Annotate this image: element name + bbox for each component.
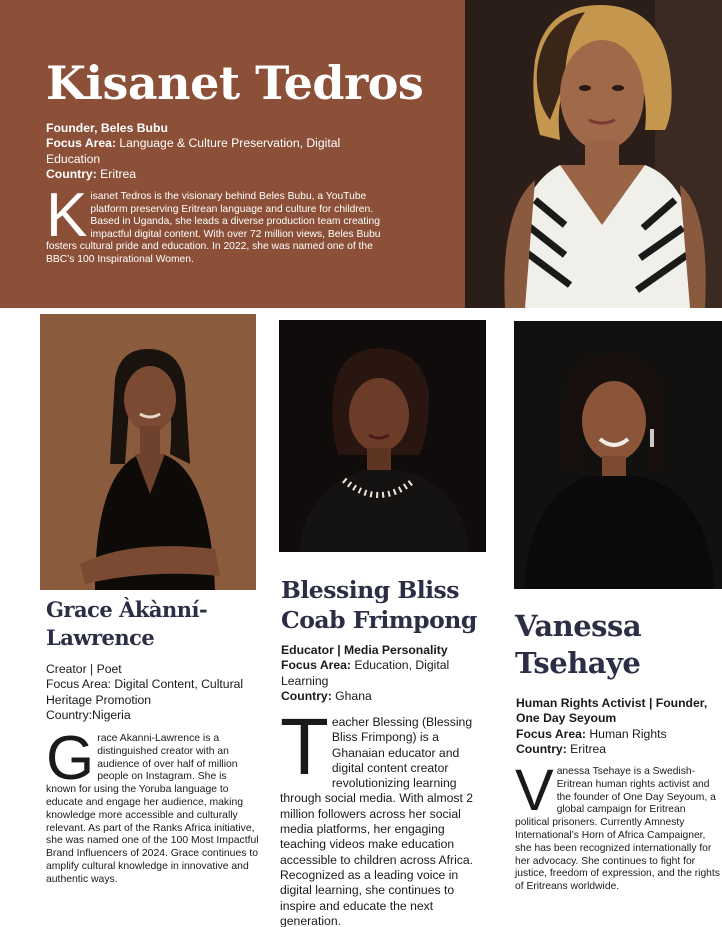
bio-dropcap: T — [280, 702, 329, 791]
profile-country: Country: Eritrea — [516, 741, 607, 756]
profile-country: Country: Ghana — [281, 688, 372, 703]
bio-text: race Akanni-Lawrence is a distinguished creator with an audience of over half of million people on Instagram. She is known for using the Yoruba language to educate and engage her audience, making knowledge more accessible and culturally relevant. As part of the Ranks Africa initiative, she was named one of the 100 Most Impactful Brand Influencers of 2024. Grace continues to amplify cultural knowledge in innovative and authentic ways. — [46, 733, 259, 885]
profile-role: Creator | Poet — [46, 662, 122, 676]
featured-focus: Focus Area: Language & Culture Preservation, Digital Education — [46, 136, 341, 166]
profile-role: Human Rights Activist | Founder, One Day Seyoum — [516, 696, 708, 726]
profile-country: Country:Nigeria — [46, 707, 131, 722]
profile-bio-grace — [46, 724, 259, 887]
profile-details-vanessa — [516, 696, 722, 757]
bio-text: anessa Tsehaye is a Swedish-Eritrean human rights activist and the founder of One Day Seyoum, a global campaign for Eritrean political prisoners. Currently Amnesty International’s Horn of Africa Campaigner, she has been recognized internationally for her advocacy. She continues to fight for justice, freedom of expression, and the rights of Eritreans worldwide. — [515, 766, 720, 893]
profile-focus: Focus Area: Human Rights — [516, 726, 667, 741]
featured-country: Country: Eritrea — [46, 166, 137, 181]
featured-bio-dropcap: K — [46, 181, 88, 250]
vanessa-portrait-photo — [514, 321, 722, 589]
profile-bio-blessing — [280, 702, 487, 927]
profile-focus: Focus Area: Education, Digital Learning — [281, 658, 450, 688]
profile-bio-vanessa — [515, 758, 722, 894]
featured-role: Founder, Beles Bubu — [46, 121, 168, 135]
featured-bio — [46, 181, 391, 267]
featured-details — [46, 121, 346, 182]
profile-focus: Focus Area: Digital Content, Cultural Heritage Promotion — [46, 677, 244, 707]
featured-bio-text: isanet Tedros is the visionary behind Beles Bubu, a YouTube platform preserving Eritrean language and culture for children. Based in Uganda, she leads a diverse production team creating impactful digital content. With over 72 million views, Beles Bubu fosters cultural pride and education. In 2022, she was named one of the BBC’s 100 Inspirational Women. — [46, 191, 381, 265]
profile-name-blessing: Blessing Bliss Coab Frimpong — [281, 576, 477, 634]
profile-name-grace: Grace Àkànní-Lawrence — [46, 597, 208, 650]
bio-dropcap: G — [46, 724, 95, 793]
blessing-portrait-photo — [279, 320, 486, 552]
bio-text: eacher Blessing (Blessing Bliss Frimpong) is a Ghanaian educator and digital content creator revolutionizing learning through social media. With almost 2 million followers across her social media platforms, her engaging teaching videos make education accessible to children across Africa. Recognized as a leading voice in digital learning, she continues to inspire and educate the next generation. — [280, 715, 474, 927]
profile-role: Educator | Media Personality — [281, 643, 448, 657]
grace-portrait-photo — [40, 314, 256, 590]
featured-name: Kisanet Tedros — [46, 56, 424, 110]
profile-details-grace — [46, 662, 261, 723]
bio-dropcap: V — [515, 758, 554, 823]
profile-details-blessing — [281, 643, 481, 704]
featured-portrait-photo — [465, 0, 722, 308]
profile-name-vanessa: Vanessa Tsehaye — [515, 609, 642, 680]
